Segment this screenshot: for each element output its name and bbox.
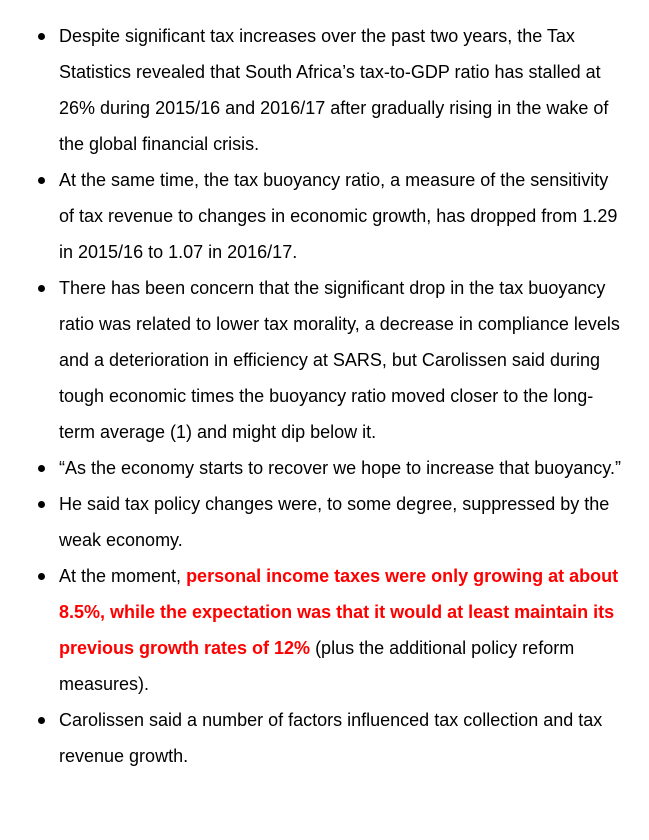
bullet-text-tail: (plus the additional policy reform measures). (59, 638, 575, 694)
highlighted-text: personal income taxes were only growing at about 8.5%, while the expectation was that it would at least maintain its previous growth rates of 12% (59, 566, 619, 658)
bullet-text: Despite significant tax increases over the past two years, the Tax Statistics revealed that South Africa’s tax-to-GDP ratio has stalled at 26% during 2015/16 and 2016/17 after gradually rising in the wake of the global financial crisis. (59, 26, 609, 154)
bullet-item-buoyancy-ratio (0, 162, 649, 270)
bullet-dot-icon (38, 177, 45, 184)
bullet-text: “As the economy starts to recover we hope to increase that buoyancy.” (59, 458, 621, 478)
bullet-dot-icon (38, 285, 45, 292)
bullet-text: Carolissen said a number of factors influenced tax collection and tax revenue growth. (59, 710, 603, 766)
bullet-dot-icon (38, 573, 45, 580)
bullet-item-tax-to-gdp (0, 18, 649, 162)
bullet-text: He said tax policy changes were, to some degree, suppressed by the weak economy. (59, 494, 610, 550)
bullet-dot-icon (38, 33, 45, 40)
bullet-dot-icon (38, 501, 45, 508)
bullet-item-quote (0, 450, 649, 486)
bullet-item-income-taxes (0, 558, 649, 702)
bullet-text-lead: At the moment, (59, 566, 187, 586)
bullet-item-factors (0, 702, 649, 774)
bullet-text: At the same time, the tax buoyancy ratio, a measure of the sensitivity of tax revenue to changes in economic growth, has dropped from 1.29 in 2015/16 to 1.07 in 2016/17. (59, 170, 618, 262)
bullet-list (0, 18, 649, 774)
bullet-text: There has been concern that the significant drop in the tax buoyancy ratio was related to lower tax morality, a decrease in compliance levels and a deterioration in efficiency at SARS, but Carolissen said during tough economic times the buoyancy ratio moved closer to the long-term average (1) and might dip below it. (59, 278, 620, 442)
bullet-dot-icon (38, 717, 45, 724)
bullet-item-policy-changes (0, 486, 649, 558)
bullet-dot-icon (38, 465, 45, 472)
bullet-item-concern (0, 270, 649, 450)
